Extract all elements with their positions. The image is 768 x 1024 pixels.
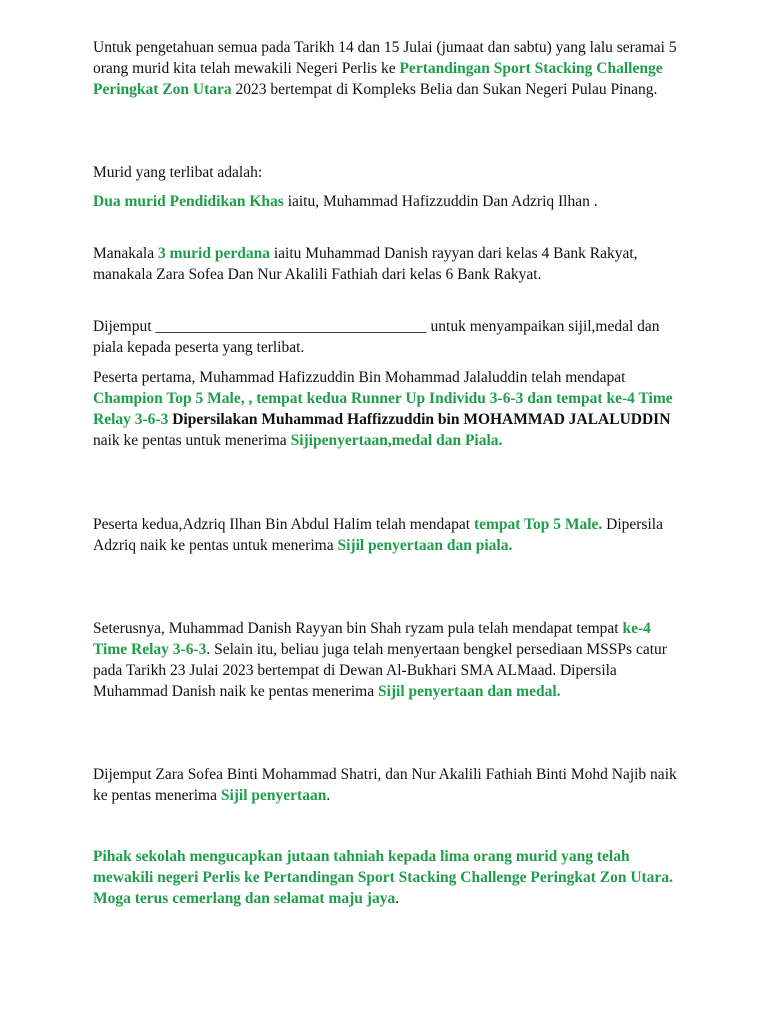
intro-paragraph	[93, 37, 683, 100]
third-participant-text: Seterusnya, Muhammad Danish Rayyan bin Shah ryzam pula telah mendapat tempat	[93, 620, 623, 637]
congratulations-paragraph	[93, 846, 683, 909]
second-participant-award-highlight: tempat Top 5 Male.	[473, 516, 603, 533]
fourth-participants-text: Dijemput Zara Sofea Binti Mohammad Shatri, dan Nur Akalili Fathiah Binti Mohd Najib naik ke pentas menerima	[93, 766, 677, 804]
first-participant-text-mid: naik ke pentas untuk menerima	[93, 432, 291, 449]
special-education-paragraph	[93, 191, 683, 212]
special-education-highlight: Dua murid Pendidikan Khas	[93, 193, 284, 210]
fourth-participants-text-end: .	[326, 787, 331, 804]
first-participant-invite-bold: Dipersilakan Muhammad Haffizzuddin bin MOHAMMAD JALALUDDIN	[168, 411, 671, 428]
intro-text-end: 2023 bertempat di Kompleks Belia dan Sukan Negeri Pulau Pinang.	[231, 81, 658, 98]
mainstream-paragraph	[93, 243, 683, 285]
fourth-participants-prize-highlight: Sijil penyertaan	[220, 787, 327, 804]
congratulations-text-end: .	[395, 890, 400, 907]
third-participant-prize-highlight: Sijil penyertaan dan medal.	[377, 683, 561, 700]
fourth-participants-paragraph	[93, 764, 683, 806]
special-education-text: iaitu, Muhammad Hafizzuddin Dan Adzriq Ilhan .	[283, 193, 598, 210]
invitation-paragraph	[93, 316, 683, 358]
mainstream-text: Manakala	[93, 245, 158, 262]
mainstream-text-end: iaitu Muhammad Danish rayyan dari kelas 4 Bank Rakyat, manakala Zara Sofea Dan Nur Akalili Fathiah dari kelas 6 Bank Rakyat.	[93, 245, 638, 283]
second-participant-text-mid: Dipersila Adzriq naik ke pentas untuk menerima	[93, 516, 663, 554]
intro-text: Untuk pengetahuan semua pada Tarikh 14 dan 15 Julai (jumaat dan sabtu) yang lalu seramai 5 orang murid kita telah mewakili Negeri Perlis ke	[93, 39, 677, 77]
first-participant-prize-highlight: Sijipenyertaan,medal dan Piala.	[290, 432, 503, 449]
participants-heading-text: Murid yang terlibat adalah:	[93, 164, 263, 181]
third-participant-text-mid: . Selain itu, beliau juga telah menyertaan bengkel persediaan MSSPs catur pada Tarikh 23 Julai 2023 bertempat di Dewan Al-Bukhari SMA ALMaad. Dipersila Muhammad Danish naik ke pentas menerima	[93, 641, 667, 700]
competition-name-highlight: Pertandingan Sport Stacking Challenge Peringkat Zon Utara	[93, 60, 663, 98]
mainstream-highlight: 3 murid perdana	[157, 245, 270, 262]
second-participant-paragraph	[93, 514, 683, 556]
third-participant-paragraph	[93, 618, 683, 702]
second-participant-text: Peserta kedua,Adzriq Ilhan Bin Abdul Halim telah mendapat	[93, 516, 474, 533]
first-participant-text: Peserta pertama, Muhammad Hafizzuddin Bin Mohammad Jalaluddin telah mendapat	[93, 369, 626, 386]
second-participant-prize-highlight: Sijil penyertaan dan piala.	[337, 537, 513, 554]
third-participant-award-highlight: ke-4 Time Relay 3-6-3	[93, 620, 651, 658]
invitation-text: Dijemput ___________________________________ untuk menyampaikan sijil,medal dan piala kepada peserta yang terlibat.	[93, 318, 660, 356]
congratulations-highlight: Pihak sekolah mengucapkan jutaan tahniah kepada lima orang murid yang telah mewakili negeri Perlis ke Pertandingan Sport Stacking Challenge Peringkat Zon Utara. Moga terus cemerlang dan selamat maju jaya	[93, 848, 673, 907]
participants-heading	[93, 162, 683, 183]
first-participant-paragraph	[93, 367, 683, 451]
first-participant-awards-highlight: Champion Top 5 Male, , tempat kedua Runner Up Individu 3-6-3 dan tempat ke-4 Time Relay 3-6-3	[93, 390, 673, 428]
